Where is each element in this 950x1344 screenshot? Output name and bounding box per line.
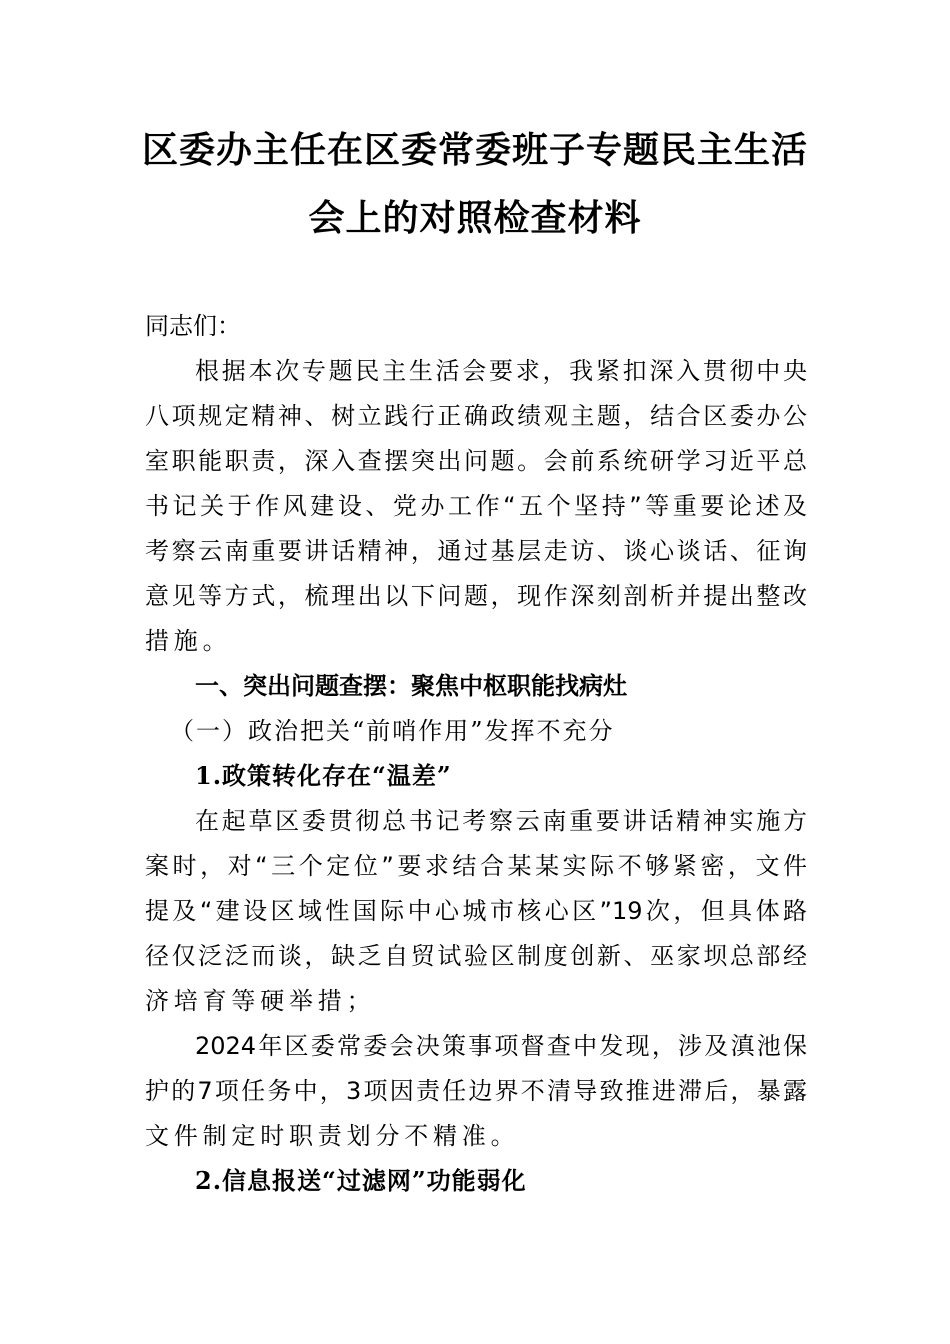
document-title-line-1: 区委办主任在区委常委班子专题民主生活 xyxy=(141,129,808,171)
item-1-paragraph-2-line: 2024年区委常委会决策事项督查中发现，涉及滇池保 xyxy=(195,1032,807,1060)
item-1-paragraph-2-line: 护的7项任务中，3项因责任边界不清导致推进滞后，暴露 xyxy=(145,1077,807,1105)
intro-paragraph-line: 考察云南重要讲话精神，通过基层走访、谈心谈话、征询 xyxy=(145,537,807,565)
item-1-paragraph-line: 径仅泛泛而谈，缺乏自贸试验区制度创新、巫家坝总部经 xyxy=(145,942,807,970)
item-1-paragraph-line: 济培育等硬举措； xyxy=(145,987,376,1015)
intro-paragraph-line: 意见等方式，梳理出以下问题，现作深刻剖析并提出整改 xyxy=(145,582,807,610)
item-heading-1: 1.政策转化存在“温差” xyxy=(195,761,452,790)
intro-paragraph-line: 根据本次专题民主生活会要求，我紧扣深入贯彻中央 xyxy=(195,357,807,385)
item-1-paragraph-line: 案时，对“三个定位”要求结合某某实际不够紧密，文件 xyxy=(145,852,807,880)
item-heading-2: 2.信息报送“过滤网”功能弱化 xyxy=(195,1166,527,1195)
subsection-heading-1: （一）政治把关“前哨作用”发挥不充分 xyxy=(170,717,615,745)
section-heading-1: 一、突出问题查摆：聚焦中枢职能找病灶 xyxy=(195,672,627,700)
item-1-paragraph-2-line: 文件制定时职责划分不精准。 xyxy=(145,1122,520,1150)
intro-paragraph-line: 措施。 xyxy=(145,627,232,655)
item-1-paragraph-line: 在起草区委贯彻总书记考察云南重要讲话精神实施方 xyxy=(195,807,807,835)
document-title-line-2: 会上的对照检查材料 xyxy=(308,197,642,239)
intro-paragraph-line: 八项规定精神、树立践行正确政绩观主题，结合区委办公 xyxy=(145,402,807,430)
salutation: 同志们： xyxy=(145,312,241,340)
intro-paragraph-line: 书记关于作风建设、党办工作“五个坚持”等重要论述及 xyxy=(145,492,807,520)
intro-paragraph-line: 室职能职责，深入查摆突出问题。会前系统研学习近平总 xyxy=(145,447,807,475)
item-1-paragraph-line: 提及“建设区域性国际中心城市核心区”19次，但具体路 xyxy=(145,897,807,925)
